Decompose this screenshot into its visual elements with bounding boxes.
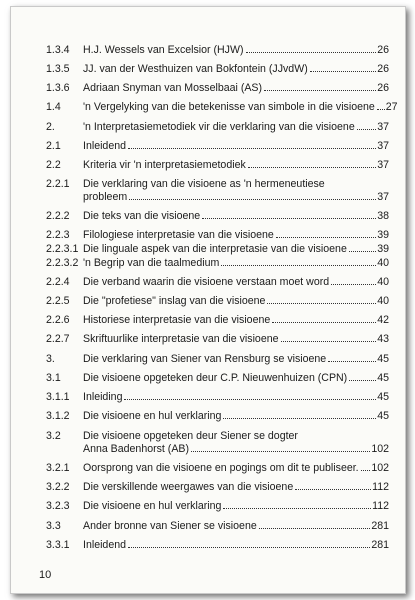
toc-entry-title: Historiese interpretasie van die visioene (83, 314, 271, 326)
toc-entry-page: 37 (377, 191, 389, 203)
toc-entry-number: 2.2.2 (46, 210, 70, 222)
toc-entry-page: 26 (377, 44, 389, 56)
toc-entry-number: 1.3.5 (46, 63, 70, 75)
toc-entry-title: 'n Vergelyking van die betekenisse van simbole in die visioene (83, 101, 375, 113)
dot-leader (361, 470, 371, 471)
toc-entry (46, 481, 389, 494)
toc-entry-number: 2.2 (46, 159, 61, 171)
toc-entry-number: 2.2.3.1 (46, 243, 79, 255)
toc-entry-number: 1.3.4 (46, 44, 70, 56)
toc-entry-title: 'n Interpretasiemetodiek vir die verklaring van die visioene (83, 121, 355, 133)
toc-entry-number: 3.3.1 (46, 539, 70, 551)
toc-entry-page: 102 (371, 443, 389, 455)
toc-entry-page: 45 (377, 391, 389, 403)
toc-entry-title: 'n Begrip van die taalmedium (83, 257, 220, 269)
toc-entry (46, 63, 389, 76)
dot-leader (129, 199, 376, 200)
toc-entry-number: 2.2.1 (46, 178, 70, 190)
toc-entry-page: 39 (377, 243, 389, 255)
toc-entry-page: 102 (371, 462, 389, 474)
toc-entry (46, 500, 389, 513)
dot-leader (349, 380, 376, 381)
toc-entry (46, 391, 389, 404)
toc-entry-page: 38 (377, 210, 389, 222)
toc-entry (46, 314, 389, 327)
toc-entry-page: 45 (377, 372, 389, 384)
toc-entry (46, 257, 389, 270)
toc-entry-title: Die visioene opgeteken deur C.P. Nieuwenhuizen (CPN) (83, 372, 348, 384)
toc-entry-number: 3.3 (46, 520, 61, 532)
toc-entry (46, 353, 389, 366)
table-of-contents (46, 44, 398, 558)
dot-leader (331, 284, 376, 285)
toc-entry-page: 281 (371, 539, 389, 551)
toc-entry-title: JJ. van der Westhuizen van Bokfontein (JJvdW) (83, 63, 308, 75)
toc-entry-number: 3.2 (46, 430, 61, 442)
toc-entry (46, 276, 389, 289)
toc-entry-page: 40 (377, 257, 389, 269)
toc-entry-page: 40 (377, 295, 389, 307)
toc-entry-page: 45 (377, 353, 389, 365)
toc-entry-number: 2.2.5 (46, 295, 70, 307)
toc-entry-title: probleem (83, 191, 128, 203)
toc-entry (46, 229, 389, 242)
dot-leader (248, 167, 376, 168)
toc-entry-page: 112 (372, 481, 389, 493)
dot-leader (264, 90, 376, 91)
dot-leader (128, 547, 370, 548)
toc-entry-page: 27 (385, 101, 398, 113)
toc-entry (46, 140, 389, 153)
dot-leader (202, 218, 376, 219)
toc-entry-number: 3.2.2 (46, 481, 70, 493)
toc-entry (46, 295, 389, 308)
dot-leader (124, 399, 376, 400)
toc-entry-number: 2.2.6 (46, 314, 70, 326)
toc-entry-title: Inleidend (83, 539, 127, 551)
toc-entry-title: Skriftuurlike interpretasie van die visioene (83, 333, 279, 345)
toc-entry (46, 82, 389, 95)
toc-entry (46, 178, 389, 204)
dot-leader (272, 322, 376, 323)
toc-entry-number: 3.1.1 (46, 391, 70, 403)
toc-entry-number: 2.2.4 (46, 276, 70, 288)
dot-leader (223, 418, 376, 419)
dot-leader (295, 489, 371, 490)
toc-entry-page: 39 (377, 229, 389, 241)
toc-entry (46, 430, 389, 456)
dot-leader (310, 71, 376, 72)
toc-entry-title: Die "profetiese" inslag van die visioene (83, 295, 266, 307)
toc-entry-number: 2.2.3.2 (46, 257, 79, 269)
toc-entry-number: 2. (46, 121, 55, 133)
dot-leader (246, 52, 377, 53)
toc-entry (46, 410, 389, 423)
toc-entry-title: Die linguale aspek van die interpretasie van die visioene (83, 243, 347, 255)
toc-entry-number: 1.4 (46, 101, 61, 113)
toc-entry-page: 26 (377, 82, 389, 94)
toc-entry (46, 210, 389, 223)
toc-entry-title: Inleiding (83, 391, 123, 403)
toc-entry (46, 101, 398, 114)
dot-leader (191, 451, 370, 452)
dot-leader (328, 361, 376, 362)
toc-entry-title: Die visioene en hul verklaring (83, 500, 222, 512)
toc-entry-title: Ander bronne van Siener se visioene (83, 520, 257, 532)
toc-entry-title: Die teks van die visioene (83, 210, 201, 222)
dot-leader (281, 341, 377, 342)
toc-entry-title: Die verklaring van die visioene as 'n hermeneutiese (83, 178, 325, 190)
toc-entry (46, 333, 389, 346)
toc-entry-title: Die visioene opgeteken deur Siener se dogter (83, 430, 298, 442)
toc-entry-title: H.J. Wessels van Excelsior (HJW) (83, 44, 244, 56)
toc-entry-number: 3.2.3 (46, 500, 70, 512)
toc-entry-number: 1.3.6 (46, 82, 70, 94)
toc-entry (46, 243, 389, 256)
toc-entry (46, 520, 389, 533)
toc-entry-title: Filologiese interpretasie van die visioene (83, 229, 274, 241)
toc-entry-title: Die visioene en hul verklaring (83, 410, 222, 422)
toc-entry-title: Inleidend (83, 140, 127, 152)
toc-entry-page: 43 (377, 333, 389, 345)
toc-entry (46, 121, 389, 134)
toc-entry-page: 37 (377, 140, 389, 152)
toc-entry-page: 112 (372, 500, 389, 512)
toc-entry-number: 3.1.2 (46, 410, 70, 422)
toc-entry-number: 2.2.3 (46, 229, 70, 241)
toc-entry-page: 26 (377, 63, 389, 75)
toc-entry-title: Oorsprong van die visioene en pogings om dit te publiseer. (83, 462, 359, 474)
dot-leader (223, 508, 371, 509)
toc-entry-page: 37 (377, 159, 389, 171)
toc-entry-number: 3.2.1 (46, 462, 70, 474)
page-number: 10 (39, 569, 52, 581)
toc-entry-page: 45 (377, 410, 389, 422)
dot-leader (357, 129, 376, 130)
dot-leader (128, 148, 376, 149)
toc-entry-number: 3.1 (46, 372, 61, 384)
toc-entry-page: 281 (371, 520, 389, 532)
toc-entry (46, 539, 389, 552)
toc-entry-title: Anna Badenhorst (AB) (83, 443, 189, 455)
dot-leader (349, 251, 376, 252)
toc-entry (46, 462, 389, 475)
dot-leader (221, 265, 376, 266)
dot-leader (276, 237, 376, 238)
toc-entry-number: 2.2.7 (46, 333, 70, 345)
toc-entry-page: 42 (377, 314, 389, 326)
book-page (10, 6, 406, 594)
toc-entry-title: Kriteria vir 'n interpretasiemetodiek (83, 159, 246, 171)
toc-entry-number: 2.1 (46, 140, 61, 152)
toc-entry-number: 3. (46, 353, 55, 365)
toc-entry-page: 40 (377, 276, 389, 288)
toc-entry-page: 37 (377, 121, 389, 133)
toc-entry-title: Die verskillende weergawes van die visioene (83, 481, 294, 493)
toc-entry (46, 44, 389, 57)
toc-entry-title: Adriaan Snyman van Mosselbaai (AS) (83, 82, 263, 94)
dot-leader (377, 109, 385, 110)
toc-entry (46, 372, 389, 385)
dot-leader (259, 528, 371, 529)
dot-leader (267, 303, 376, 304)
toc-entry-title: Die verklaring van Siener van Rensburg se visioene (83, 353, 327, 365)
toc-entry (46, 159, 389, 172)
toc-entry-title: Die verband waarin die visioene verstaan moet word (83, 276, 330, 288)
